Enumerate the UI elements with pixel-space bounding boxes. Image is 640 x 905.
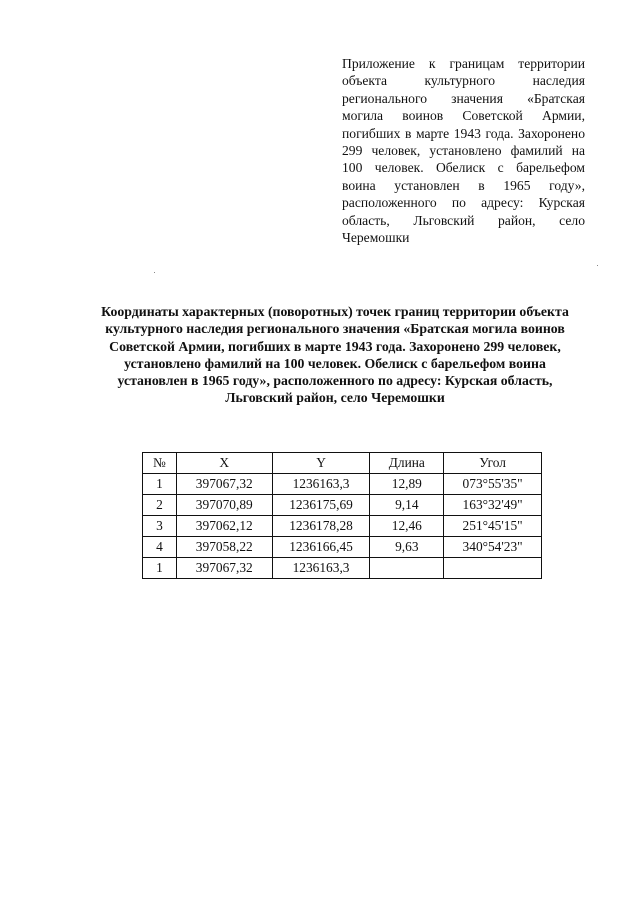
- cell-length: 9,14: [370, 495, 444, 516]
- cell-number: 1: [143, 558, 177, 579]
- cell-x: 397058,22: [176, 537, 272, 558]
- cell-x: 397070,89: [176, 495, 272, 516]
- cell-angle: [444, 558, 542, 579]
- cell-number: 3: [143, 516, 177, 537]
- cell-angle: 251°45'15": [444, 516, 542, 537]
- cell-angle: 163°32'49": [444, 495, 542, 516]
- cell-y: 1236175,69: [272, 495, 370, 516]
- header-angle: Угол: [444, 453, 542, 474]
- cell-length: 9,63: [370, 537, 444, 558]
- cell-x: 397062,12: [176, 516, 272, 537]
- table-row: [143, 516, 542, 537]
- table-row: [143, 537, 542, 558]
- header-y: Y: [272, 453, 370, 474]
- cell-y: 1236163,3: [272, 558, 370, 579]
- header-x: X: [176, 453, 272, 474]
- cell-angle: 340°54'23": [444, 537, 542, 558]
- coordinates-heading: Координаты характерных (поворотных) точек границ территории объекта культурного наследия регионального значения «Братская могила воинов Советской Армии, погибших в марте 1943 года. Захоронено 299 человек, установлено фамилий на 100 человек. Обелиск с барельефом воина установлен в 1965 году», расположенного по адресу: Курская область, Льговский район, село Черемошки: [101, 304, 569, 406]
- scan-speck: [597, 265, 598, 266]
- annex-note: Приложение к границам территории объекта культурного наследия регионального значения «Братская могила воинов Советской Армии, погибших в марте 1943 года. Захоронено 299 человек, установлено фамилий на 100 человек. Обелиск с барельефом воина установлен в 1965 году», расположенного по адресу: Курская область, Льговский район, село Черемошки: [342, 56, 585, 246]
- cell-length: 12,46: [370, 516, 444, 537]
- cell-x: 397067,32: [176, 558, 272, 579]
- cell-x: 397067,32: [176, 474, 272, 495]
- cell-number: 2: [143, 495, 177, 516]
- cell-y: 1236166,45: [272, 537, 370, 558]
- table-header-row: [143, 453, 542, 474]
- cell-length: [370, 558, 444, 579]
- cell-number: 4: [143, 537, 177, 558]
- cell-y: 1236163,3: [272, 474, 370, 495]
- table-row: [143, 474, 542, 495]
- header-length: Длина: [370, 453, 444, 474]
- cell-angle: 073°55'35": [444, 474, 542, 495]
- header-number: №: [143, 453, 177, 474]
- table-row: [143, 558, 542, 579]
- coordinates-table: [142, 452, 542, 579]
- table-row: [143, 495, 542, 516]
- cell-y: 1236178,28: [272, 516, 370, 537]
- scan-speck: [154, 272, 155, 273]
- cell-length: 12,89: [370, 474, 444, 495]
- cell-number: 1: [143, 474, 177, 495]
